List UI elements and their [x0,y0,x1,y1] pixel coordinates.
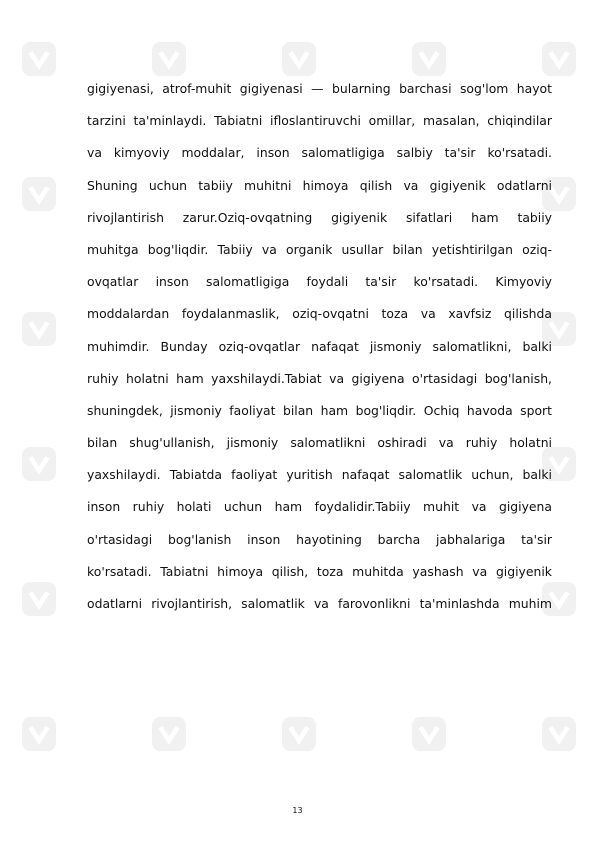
watermark-logo-icon [410,40,448,78]
text-line: odatlarni rivojlantirish, salomatlik va farovonlikni ta'minlashda muhim [87,596,552,611]
text-line: muhimdir. Bunday oziq-ovqatlar nafaqat jismoniy salomatlikni, balki [87,338,552,354]
watermark-logo-icon [20,40,58,78]
text-line: yaxshilaydi. Tabiatda faoliyat yuritish nafaqat salomatlik uchun, balki [87,467,552,483]
watermark-logo-icon [20,445,58,483]
text-line: rivojlantirish zarur.Oziq-ovqatning gigiyenik sifatlari ham tabiiy [87,209,552,225]
text-line: ko'rsatadi. Tabiatni himoya qilish, toza muhitda yashash va gigiyenik [87,563,552,579]
watermark-logo-icon [20,715,58,753]
text-line: ruhiy holatni ham yaxshilaydi.Tabiat va gigiyena o'rtasidagi bog'lanish, [87,370,552,386]
text-line: muhitga bog'liqdir. Tabiiy va organik usullar bilan yetishtirilgan oziq- [87,241,552,257]
text-line: ovqatlar inson salomatligiga foydali ta'sir ko'rsatadi. Kimyoviy [87,274,552,290]
watermark-logo-icon [150,715,188,753]
page-number: 13 [292,806,303,815]
text-line: shuningdek, jismoniy faoliyat bilan ham bog'liqdir. Ochiq havoda sport [87,402,552,418]
watermark-logo-icon [20,310,58,348]
body-text [87,78,552,625]
text-line: inson ruhiy holati uchun ham foydalidir.Tabiiy muhit va gigiyena [87,499,552,515]
watermark-logo-icon [20,175,58,213]
text-line: gigiyenasi, atrof-muhit gigiyenasi — bularning barchasi sog'lom hayot [87,81,552,96]
watermark-logo-icon [280,40,318,78]
watermark-logo-icon [280,715,318,753]
watermark-logo-icon [20,580,58,618]
watermark-logo-icon [540,715,578,753]
watermark-logo-icon [410,715,448,753]
text-line: moddalardan foydalanmaslik, oziq-ovqatni toza va xavfsiz qilishda [87,306,552,322]
text-line: Shuning uchun tabiiy muhitni himoya qilish va gigiyenik odatlarni [87,177,552,193]
watermark-logo-icon [150,40,188,78]
text-line: bilan shug'ullanish, jismoniy salomatlikni oshiradi va ruhiy holatni [87,435,552,451]
text-line: va kimyoviy moddalar, inson salomatligiga salbiy ta'sir ko'rsatadi. [87,145,552,161]
watermark-logo-icon [540,40,578,78]
text-line: o'rtasidagi bog'lanish inson hayotining barcha jabhalariga ta'sir [87,531,552,547]
text-line: tarzini ta'minlaydi. Tabiatni ifloslantiruvchi omillar, masalan, chiqindilar [87,113,552,129]
